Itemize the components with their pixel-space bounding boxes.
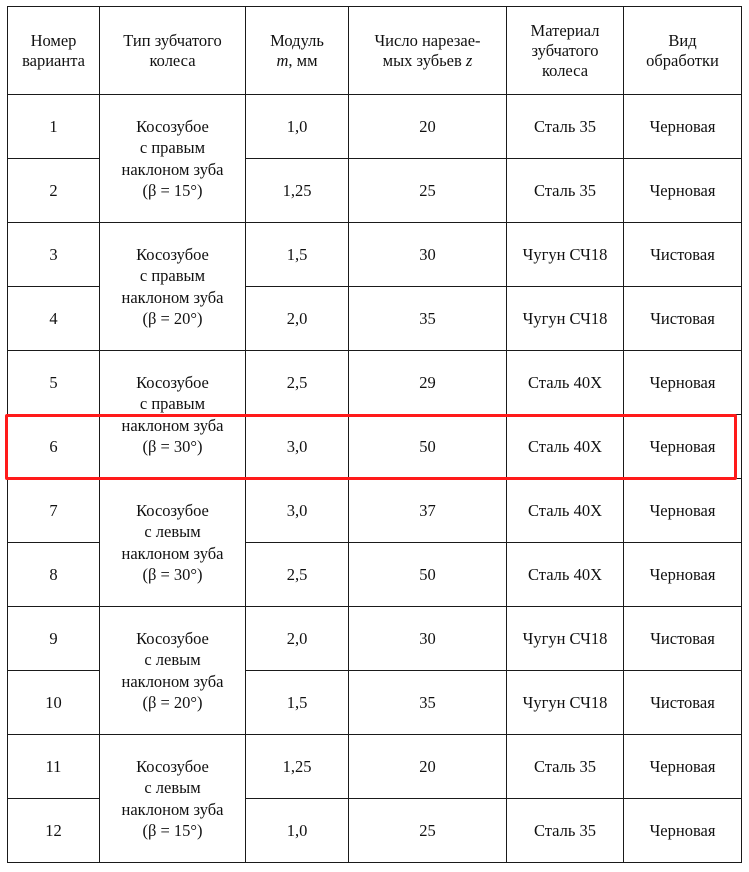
header-teeth-line — [351, 51, 504, 71]
cell-teeth: 30 — [349, 223, 507, 287]
table-row — [8, 95, 742, 159]
cell-processing: Чистовая — [624, 287, 742, 351]
cell-material: Чугун СЧ18 — [507, 223, 624, 287]
cell-material: Сталь 40Х — [507, 479, 624, 543]
table-body — [8, 95, 742, 863]
cell-processing: Черновая — [624, 479, 742, 543]
wheel-type-line: Косозубое — [136, 372, 209, 392]
header-wheel-type-line: колеса — [149, 50, 196, 70]
cell-wheel-type — [100, 223, 246, 351]
cell-material: Чугун СЧ18 — [507, 671, 624, 735]
cell-material: Сталь 35 — [507, 735, 624, 799]
wheel-type-line: (β = 30°) — [142, 565, 203, 584]
cell-teeth: 20 — [349, 95, 507, 159]
header-module — [246, 7, 349, 95]
cell-variant: 2 — [8, 159, 100, 223]
cell-variant: 9 — [8, 607, 100, 671]
wheel-type-line: с правым — [139, 138, 206, 157]
wheel-type-line: с правым — [139, 266, 206, 285]
header-material-line: зубчатого — [531, 40, 599, 60]
cell-module: 1,5 — [246, 223, 349, 287]
header-teeth-line: Число нарезае- — [374, 30, 481, 50]
wheel-type-line: Косозубое — [136, 244, 209, 264]
cell-processing: Чистовая — [624, 223, 742, 287]
wheel-type-line: наклоном зуба — [121, 799, 224, 819]
wheel-type-line: наклоном зуба — [121, 415, 224, 435]
cell-variant: 4 — [8, 287, 100, 351]
header-processing-line: Вид — [668, 30, 697, 50]
cell-variant: 10 — [8, 671, 100, 735]
header-module-unit-line — [248, 51, 346, 71]
cell-teeth: 25 — [349, 799, 507, 863]
wheel-type-line: (β = 20°) — [142, 309, 203, 328]
cell-material: Сталь 35 — [507, 95, 624, 159]
table-row — [8, 479, 742, 543]
wheel-type-line: Косозубое — [136, 756, 209, 776]
header-variant — [8, 7, 100, 95]
cell-variant: 1 — [8, 95, 100, 159]
cell-module: 1,25 — [246, 159, 349, 223]
wheel-type-line: с левым — [144, 778, 201, 797]
cell-variant: 5 — [8, 351, 100, 415]
wheel-type-line: Косозубое — [136, 628, 209, 648]
cell-wheel-type — [100, 479, 246, 607]
wheel-type-line: (β = 20°) — [142, 693, 203, 712]
cell-teeth: 29 — [349, 351, 507, 415]
cell-material: Сталь 35 — [507, 799, 624, 863]
cell-teeth: 50 — [349, 543, 507, 607]
header-processing — [624, 7, 742, 95]
cell-module: 1,5 — [246, 671, 349, 735]
cell-material: Сталь 35 — [507, 159, 624, 223]
wheel-type-line: Косозубое — [136, 116, 209, 136]
cell-processing: Черновая — [624, 799, 742, 863]
cell-processing: Черновая — [624, 95, 742, 159]
header-material-line: колеса — [541, 60, 589, 80]
cell-teeth: 35 — [349, 671, 507, 735]
cell-module: 2,5 — [246, 351, 349, 415]
cell-module: 1,0 — [246, 799, 349, 863]
wheel-type-line: (β = 30°) — [142, 437, 203, 456]
wheel-type-line: с левым — [144, 522, 201, 541]
cell-wheel-type — [100, 735, 246, 863]
gear-variants-table — [7, 6, 742, 863]
cell-variant: 12 — [8, 799, 100, 863]
cell-module: 2,0 — [246, 287, 349, 351]
cell-processing: Черновая — [624, 351, 742, 415]
cell-teeth: 30 — [349, 607, 507, 671]
wheel-type-line: Косозубое — [136, 500, 209, 520]
cell-module: 3,0 — [246, 479, 349, 543]
cell-teeth: 20 — [349, 735, 507, 799]
cell-teeth: 35 — [349, 287, 507, 351]
wheel-type-line: наклоном зуба — [121, 287, 224, 307]
cell-material: Сталь 40Х — [507, 543, 624, 607]
wheel-type-line: наклоном зуба — [121, 543, 224, 563]
cell-wheel-type — [100, 95, 246, 223]
cell-variant: 3 — [8, 223, 100, 287]
header-module-line: Модуль — [270, 30, 324, 50]
cell-wheel-type — [100, 351, 246, 479]
wheel-type-line: (β = 15°) — [142, 821, 203, 840]
cell-processing: Черновая — [624, 735, 742, 799]
header-material-line: Материал — [530, 20, 600, 40]
cell-processing: Черновая — [624, 159, 742, 223]
header-teeth — [349, 7, 507, 95]
cell-module: 3,0 — [246, 415, 349, 479]
cell-material: Сталь 40Х — [507, 415, 624, 479]
header-wheel-type-line: Тип зубчатого — [123, 30, 222, 50]
table-row — [8, 735, 742, 799]
wheel-type-line: наклоном зуба — [121, 159, 224, 179]
cell-module: 2,5 — [246, 543, 349, 607]
teeth-symbol: z — [465, 50, 473, 70]
wheel-type-line: с левым — [144, 650, 201, 669]
teeth-label: мых зубьев — [382, 50, 466, 70]
table-row — [8, 351, 742, 415]
cell-teeth: 25 — [349, 159, 507, 223]
cell-variant: 11 — [8, 735, 100, 799]
header-material — [507, 7, 624, 95]
cell-wheel-type — [100, 607, 246, 735]
cell-material: Чугун СЧ18 — [507, 607, 624, 671]
header-row — [8, 7, 742, 95]
cell-processing: Чистовая — [624, 607, 742, 671]
cell-teeth: 37 — [349, 479, 507, 543]
header-variant-line: Номер — [30, 30, 77, 50]
module-unit: , мм — [288, 50, 318, 70]
cell-variant: 6 — [8, 415, 100, 479]
cell-processing: Чистовая — [624, 671, 742, 735]
cell-variant: 8 — [8, 543, 100, 607]
cell-variant: 7 — [8, 479, 100, 543]
header-variant-line: варианта — [22, 50, 85, 70]
wheel-type-line: с правым — [139, 394, 206, 413]
cell-processing: Черновая — [624, 415, 742, 479]
wheel-type-line: наклоном зуба — [121, 671, 224, 691]
table-row — [8, 607, 742, 671]
wheel-type-line: (β = 15°) — [142, 181, 203, 200]
cell-module: 2,0 — [246, 607, 349, 671]
cell-material: Чугун СЧ18 — [507, 287, 624, 351]
table-row — [8, 223, 742, 287]
cell-teeth: 50 — [349, 415, 507, 479]
cell-module: 1,25 — [246, 735, 349, 799]
cell-processing: Черновая — [624, 543, 742, 607]
module-symbol: m — [276, 50, 289, 70]
cell-module: 1,0 — [246, 95, 349, 159]
cell-material: Сталь 40Х — [507, 351, 624, 415]
header-wheel-type — [100, 7, 246, 95]
header-processing-line: обработки — [646, 50, 719, 70]
